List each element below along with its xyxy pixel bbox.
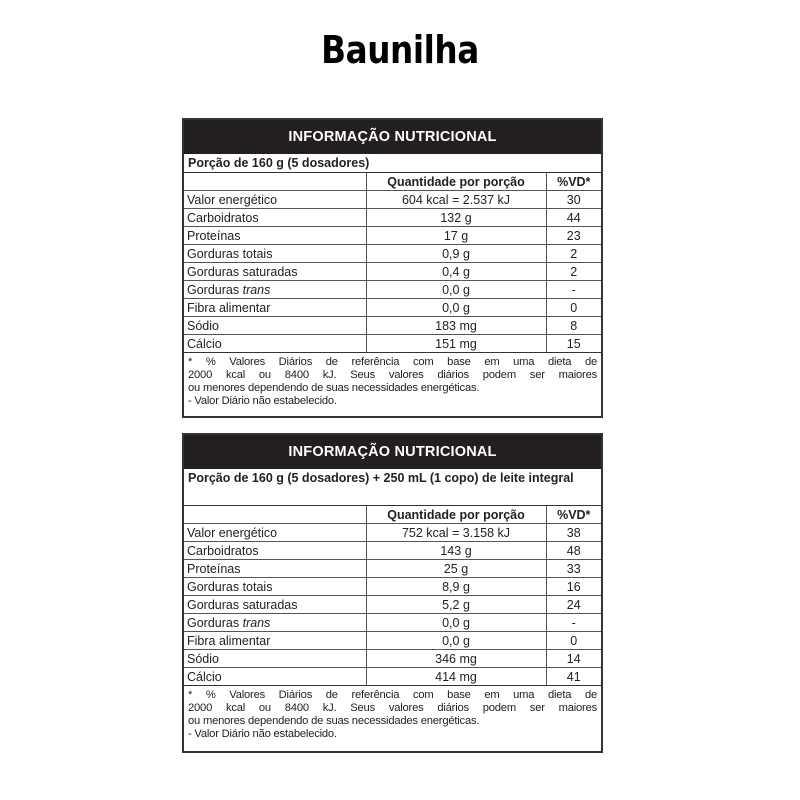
nutrient-daily-value: 16 (546, 578, 601, 596)
footnote (184, 686, 601, 741)
footnote-line: - Valor Diário não estabelecido. (188, 728, 337, 740)
nutrient-daily-value: 30 (546, 191, 601, 209)
table-row (184, 650, 601, 668)
nutrient-quantity: 0,9 g (366, 245, 546, 263)
nutrient-name: Gorduras totais (184, 578, 366, 596)
table-row (184, 335, 601, 353)
table-row (184, 578, 601, 596)
nutrient-quantity: 25 g (366, 560, 546, 578)
nutrient-daily-value: 14 (546, 650, 601, 668)
nutrient-quantity: 0,0 g (366, 632, 546, 650)
nutrient-daily-value: - (546, 281, 601, 299)
nutrient-name: Proteínas (184, 560, 366, 578)
portion-label: Porção de 160 g (5 dosadores) (184, 154, 601, 173)
nutrient-quantity: 604 kcal = 2.537 kJ (366, 191, 546, 209)
table-row (184, 524, 601, 542)
nutrient-name: Carboidratos (184, 542, 366, 560)
table-header-row (184, 173, 601, 191)
nutrient-name: Gorduras saturadas (184, 263, 366, 281)
table-row (184, 560, 601, 578)
footnote-line: ou menores dependendo de suas necessidades energéticas. (188, 715, 480, 727)
header-empty-cell (184, 173, 366, 191)
table-row (184, 191, 601, 209)
table-row (184, 281, 601, 299)
footnote-line: 2000 kcal ou 8400 kJ. Seus valores diários podem ser maiores (188, 702, 597, 714)
nutrient-name: Gorduras trans (184, 614, 366, 632)
table-row (184, 614, 601, 632)
nutrient-daily-value: 41 (546, 668, 601, 686)
nutrient-quantity: 8,9 g (366, 578, 546, 596)
nutrient-name: Gorduras trans (184, 281, 366, 299)
page-title: Baunilha (321, 28, 479, 72)
table-row (184, 227, 601, 245)
footnote (184, 353, 601, 408)
nutrient-daily-value: 15 (546, 335, 601, 353)
column-header-vd: %VD* (546, 506, 601, 524)
nutrient-quantity: 414 mg (366, 668, 546, 686)
footnote-line: ou menores dependendo de suas necessidades energéticas. (188, 382, 480, 394)
nutrient-name: Carboidratos (184, 209, 366, 227)
nutrient-daily-value: 23 (546, 227, 601, 245)
nutrient-daily-value: 0 (546, 632, 601, 650)
nutrition-facts-panel (182, 433, 603, 753)
nutrition-table (184, 506, 601, 686)
nutrition-table (184, 173, 601, 353)
nutrient-name: Gorduras totais (184, 245, 366, 263)
panel-header: INFORMAÇÃO NUTRICIONAL (184, 435, 601, 469)
nutrient-quantity: 0,4 g (366, 263, 546, 281)
nutrient-quantity: 0,0 g (366, 614, 546, 632)
nutrient-quantity: 132 g (366, 209, 546, 227)
portion-label: Porção de 160 g (5 dosadores) + 250 mL (1 copo) de leite integral (184, 469, 601, 506)
nutrient-quantity: 346 mg (366, 650, 546, 668)
nutrient-name: Fibra alimentar (184, 299, 366, 317)
table-row (184, 263, 601, 281)
table-row (184, 209, 601, 227)
nutrient-quantity: 752 kcal = 3.158 kJ (366, 524, 546, 542)
nutrient-quantity: 0,0 g (366, 299, 546, 317)
footnote-line: - Valor Diário não estabelecido. (188, 395, 337, 407)
nutrient-daily-value: 2 (546, 245, 601, 263)
nutrient-daily-value: 38 (546, 524, 601, 542)
nutrient-name: Valor energético (184, 524, 366, 542)
column-header-quantity: Quantidade por porção (366, 173, 546, 191)
column-header-quantity: Quantidade por porção (366, 506, 546, 524)
nutrient-daily-value: 8 (546, 317, 601, 335)
nutrient-name: Cálcio (184, 335, 366, 353)
nutrient-name: Cálcio (184, 668, 366, 686)
table-row (184, 542, 601, 560)
column-header-vd: %VD* (546, 173, 601, 191)
table-header-row (184, 506, 601, 524)
table-row (184, 317, 601, 335)
table-row (184, 632, 601, 650)
nutrient-quantity: 5,2 g (366, 596, 546, 614)
nutrient-daily-value: 33 (546, 560, 601, 578)
nutrient-quantity: 183 mg (366, 317, 546, 335)
nutrient-name: Gorduras saturadas (184, 596, 366, 614)
nutrient-name: Valor energético (184, 191, 366, 209)
nutrition-facts-panel (182, 118, 603, 418)
nutrient-name: Sódio (184, 317, 366, 335)
header-empty-cell (184, 506, 366, 524)
table-row (184, 299, 601, 317)
nutrient-daily-value: 2 (546, 263, 601, 281)
table-row (184, 596, 601, 614)
nutrient-name: Fibra alimentar (184, 632, 366, 650)
footnote-line: * % Valores Diários de referência com base em uma dieta de (188, 689, 597, 701)
nutrient-quantity: 151 mg (366, 335, 546, 353)
panel-header: INFORMAÇÃO NUTRICIONAL (184, 120, 601, 154)
nutrient-daily-value: - (546, 614, 601, 632)
footnote-line: 2000 kcal ou 8400 kJ. Seus valores diários podem ser maiores (188, 369, 597, 381)
nutrient-daily-value: 48 (546, 542, 601, 560)
nutrient-quantity: 0,0 g (366, 281, 546, 299)
nutrient-quantity: 143 g (366, 542, 546, 560)
nutrient-name: Sódio (184, 650, 366, 668)
nutrient-name: Proteínas (184, 227, 366, 245)
table-row (184, 245, 601, 263)
nutrient-daily-value: 24 (546, 596, 601, 614)
table-row (184, 668, 601, 686)
nutrient-quantity: 17 g (366, 227, 546, 245)
footnote-line: * % Valores Diários de referência com base em uma dieta de (188, 356, 597, 368)
nutrient-daily-value: 0 (546, 299, 601, 317)
nutrient-daily-value: 44 (546, 209, 601, 227)
